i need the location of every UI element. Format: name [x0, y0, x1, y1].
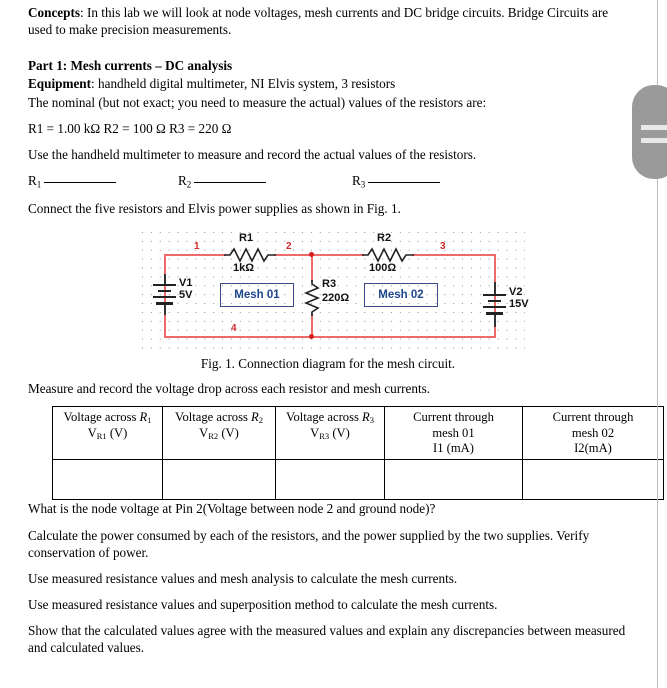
mesh-02-label: Mesh 02 [378, 289, 424, 302]
v2-bottom-lead [494, 315, 496, 327]
v2-value-label: 15V [509, 298, 529, 311]
wire-r2-to-right [412, 254, 496, 256]
header-current-mesh02 [523, 407, 664, 460]
question-power: Calculate the power consumed by each of the resistors, and the power supplied by the two supplies. Verify conservation of power. [28, 527, 590, 560]
r2-blank-rule[interactable] [194, 182, 266, 183]
question-node-voltage: What is the node voltage at Pin 2(Voltage between node 2 and ground node)? [28, 501, 436, 517]
spacer [28, 47, 628, 57]
r3-blank-label: R [352, 173, 361, 189]
table-row [53, 460, 664, 500]
v1-plate-1 [153, 284, 176, 286]
measurement-table [52, 406, 664, 500]
r1-blank-sub: 1 [36, 179, 42, 190]
junction-dot-node2 [309, 252, 314, 257]
scrollbar-grip-line-1 [641, 125, 667, 130]
header-v-r1-line1-ital: R [139, 410, 148, 425]
figure-1 [28, 226, 628, 372]
v1-top-lead [164, 274, 166, 284]
scrollbar-grip-line-2 [641, 138, 667, 143]
r1-blank-rule[interactable] [44, 182, 116, 183]
header-i1-line1: Current through [413, 410, 494, 425]
v1-name-label: V1 [179, 277, 193, 290]
header-voltage-r1 [53, 407, 163, 460]
v2-plate-2 [488, 300, 501, 302]
r3-name-label: R3 [322, 278, 337, 291]
connect-instruction: Connect the five resistors and Elvis power supplies as shown in Fig. 1. [28, 201, 401, 217]
junction-dot-node4 [309, 334, 314, 339]
question-superposition: Use measured resistance values and superposition method to calculate the mesh currents. [28, 597, 498, 613]
r3-blank-sub: 3 [360, 179, 366, 190]
wire-r1-to-node2 [274, 254, 312, 256]
r3-blank-rule[interactable] [368, 182, 440, 183]
header-v-r2-line1-ital: R [251, 410, 259, 425]
header-v-r3-line2-pre: V [310, 425, 320, 440]
cell-voltage-r1[interactable] [53, 460, 163, 500]
r2-name-label: R2 [377, 232, 392, 245]
r3-resistor-symbol [303, 280, 321, 316]
header-v-r3-line1-pre: Voltage across [286, 410, 363, 425]
node-label-2: 2 [286, 241, 292, 253]
r2-blank-sub: 2 [186, 179, 192, 190]
header-voltage-r3 [276, 407, 385, 460]
cell-current-mesh01[interactable] [385, 460, 523, 500]
v1-bottom-lead [164, 305, 166, 315]
header-v-r1-line1-sub: 1 [147, 415, 152, 426]
header-i2-line3: I2(mA) [574, 441, 612, 456]
header-v-r2-line2-post: (V) [218, 425, 239, 440]
header-v-r3-line1-sub: 3 [369, 415, 374, 426]
v2-plate-1 [483, 294, 506, 296]
equipment-paragraph [28, 75, 628, 92]
header-v-r1-line2-post: (V) [106, 425, 128, 440]
wire-node2-to-r2 [312, 254, 364, 256]
equipment-label: Equipment [28, 76, 92, 92]
header-v-r2-line2-pre: V [199, 425, 209, 440]
node-label-3: 3 [440, 241, 446, 253]
table-header-row [53, 407, 664, 460]
document-body [28, 4, 634, 666]
header-v-r3-line2-post: (V) [329, 425, 350, 440]
v1-value-label: 5V [179, 289, 193, 302]
header-i1-line3: I1 (mA) [433, 441, 474, 456]
header-voltage-r2 [163, 407, 276, 460]
question-verify: Show that the calculated values agree with the measured values and explain any discrepancies between measured and calculated values. [28, 623, 626, 656]
header-v-r1-line2-pre: V [87, 425, 97, 440]
header-v-r1-line2-sub: R1 [96, 431, 107, 442]
header-v-r3-line2-sub: R3 [319, 431, 330, 442]
header-v-r3-line1-ital: R [362, 410, 370, 425]
r1-value-label: 1kΩ [233, 262, 255, 275]
wire-top-left [164, 254, 226, 256]
measure-instruction: Use the handheld multimeter to measure and record the actual values of the resistors. [28, 146, 477, 162]
v1-plate-2 [158, 290, 171, 292]
node-label-1: 1 [194, 241, 200, 253]
nominal-values: R1 = 1.00 kΩ R2 = 100 Ω R3 = 220 Ω [28, 120, 232, 136]
node-label-4: 4 [231, 323, 237, 335]
r2-blank-label: R [178, 173, 187, 189]
mesh-01-label: Mesh 01 [234, 289, 280, 302]
equipment-text: : handheld digital multimeter, NI Elvis system, 3 resistors [91, 76, 396, 92]
wire-bottom-rail [164, 336, 496, 338]
cell-voltage-r3[interactable] [276, 460, 385, 500]
header-v-r2-line1-sub: 2 [258, 415, 263, 426]
r3-value-label: 220Ω [322, 292, 350, 305]
header-i1-line2: mesh 01 [432, 425, 475, 440]
r1-blank-label: R [28, 173, 37, 189]
v1-plate-3 [153, 296, 176, 298]
v2-top-lead [494, 282, 496, 294]
header-v-r2-line1-pre: Voltage across [175, 410, 252, 425]
mesh-01-box[interactable] [220, 283, 294, 307]
nominal-note: The nominal (but not exact; you need to measure the actual) values of the resistors are: [28, 94, 487, 110]
concepts-label: Concepts [28, 5, 81, 20]
question-mesh-analysis: Use measured resistance values and mesh analysis to calculate the mesh currents. [28, 570, 458, 586]
r1-blank-slot[interactable] [28, 172, 116, 191]
part1-heading: Part 1: Mesh currents – DC analysis [28, 58, 233, 74]
header-i2-line2: mesh 02 [571, 425, 615, 440]
header-v-r2-line2-sub: R2 [208, 431, 219, 442]
header-current-mesh01 [385, 407, 523, 460]
cell-current-mesh02[interactable] [523, 460, 664, 500]
concepts-paragraph [28, 4, 628, 38]
resistor-blank-row [28, 172, 628, 191]
figure-caption: Fig. 1. Connection diagram for the mesh circuit. [200, 356, 456, 372]
wire-r3-top [311, 254, 313, 282]
r1-name-label: R1 [239, 232, 254, 245]
r2-blank-slot[interactable] [178, 172, 266, 191]
v2-name-label: V2 [509, 286, 523, 299]
circuit-diagram [136, 226, 529, 356]
concepts-text: : In this lab we will look at node voltages, mesh currents and DC bridge circuits. Bridge Circuits are used to make precision measurements. [28, 5, 609, 38]
header-i2-line1: Current through [552, 410, 634, 425]
mesh-02-box[interactable] [364, 283, 438, 307]
cell-voltage-r2[interactable] [163, 460, 276, 500]
r3-blank-slot[interactable] [352, 172, 440, 191]
r2-value-label: 100Ω [369, 262, 397, 275]
v2-plate-3 [483, 306, 506, 308]
vertical-scrollbar-thumb[interactable] [632, 85, 667, 179]
measure-record-instruction: Measure and record the voltage drop across each resistor and mesh currents. [28, 381, 431, 397]
header-v-r1-line1-pre: Voltage across [63, 410, 140, 425]
